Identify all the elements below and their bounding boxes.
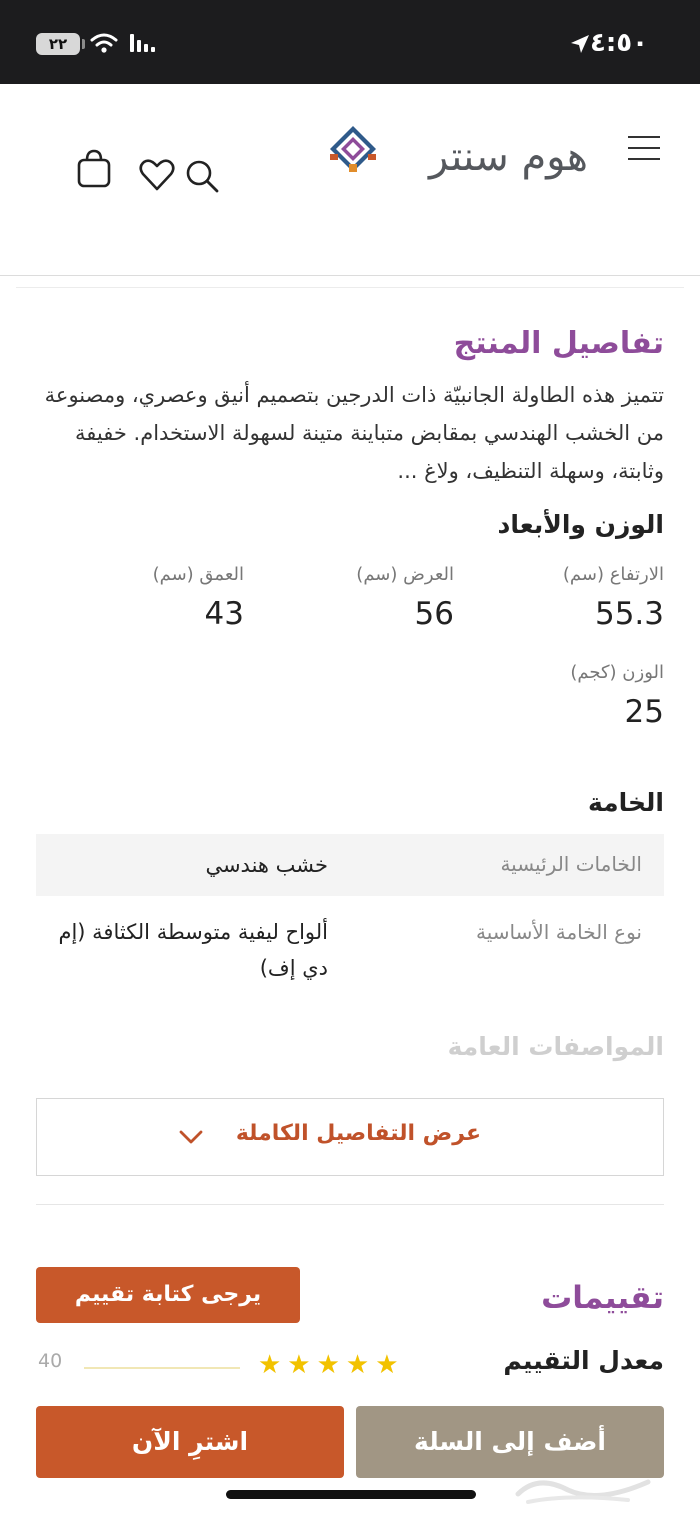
material-label: الخامات الرئيسية xyxy=(500,852,642,876)
general-specs-title: المواصفات العامة xyxy=(447,1032,664,1061)
add-to-cart-button[interactable]: أضف إلى السلة xyxy=(356,1406,664,1478)
home-indicator xyxy=(226,1490,476,1499)
depth-label: العمق (سم) xyxy=(152,564,244,585)
reviews-title: تقييمات xyxy=(541,1280,664,1316)
bottom-action-bar xyxy=(0,1388,700,1514)
height-value: 55.3 xyxy=(594,596,664,632)
material-value: خشب هندسي xyxy=(205,853,328,877)
chevron-down-icon xyxy=(177,1123,205,1151)
battery-tip xyxy=(82,39,85,49)
status-bar xyxy=(0,0,700,84)
material-title: الخامة xyxy=(587,788,664,817)
weight-label: الوزن (كجم) xyxy=(570,662,664,683)
dimensions-title: الوزن والأبعاد xyxy=(497,510,664,539)
material-label: نوع الخامة الأساسية xyxy=(476,920,642,944)
product-description: تتميز هذه الطاولة الجانبيّة ذات الدرجين بتصميم أنيق وعصري، ومصنوعة من الخشب الهندسي بمقابض متباينة متينة لسهولة الاستخدام. خفيفة وثابتة، وسهلة التنظيف، ولاغ ... xyxy=(44,383,664,483)
width-label: العرض (سم) xyxy=(356,564,454,585)
rating-bar xyxy=(84,1367,240,1369)
section-divider xyxy=(36,1204,664,1205)
wifi-icon xyxy=(90,32,118,54)
signal-icon xyxy=(128,32,158,54)
show-details-label: عرض التفاصيل الكاملة xyxy=(235,1121,481,1146)
weight-value: 25 xyxy=(624,694,664,730)
shopping-bag-icon[interactable] xyxy=(76,148,112,188)
search-icon[interactable] xyxy=(184,158,220,194)
heart-icon[interactable] xyxy=(138,156,176,194)
width-value: 56 xyxy=(414,596,454,632)
site-header xyxy=(0,84,700,276)
material-value: ألواح ليفية متوسطة الكثافة (إم دي إف) xyxy=(58,920,328,980)
logo-mark-icon[interactable] xyxy=(328,124,378,174)
rating-label: معدل التقييم xyxy=(503,1346,664,1375)
status-time: ٤:٥٠ xyxy=(589,28,648,58)
logo-text[interactable]: هوم سنتر xyxy=(429,134,588,180)
material-row xyxy=(36,834,664,896)
header-divider xyxy=(16,287,684,288)
product-details-title: تفاصيل المنتج xyxy=(453,326,664,361)
height-label: الارتفاع (سم) xyxy=(562,564,664,585)
location-arrow-icon xyxy=(568,32,592,56)
rating-stars: ★★★★★ xyxy=(258,1350,405,1380)
menu-icon[interactable] xyxy=(628,136,660,164)
depth-value: 43 xyxy=(204,596,244,632)
write-review-button[interactable]: يرجى كتابة تقييم xyxy=(36,1267,300,1323)
battery-icon: ٢٢ xyxy=(36,33,80,55)
buy-now-button[interactable]: اشترِ الآن xyxy=(36,1406,344,1478)
rating-count: 40 xyxy=(38,1350,63,1372)
show-full-details-button[interactable] xyxy=(36,1098,664,1176)
watermark-logo xyxy=(508,1464,658,1508)
